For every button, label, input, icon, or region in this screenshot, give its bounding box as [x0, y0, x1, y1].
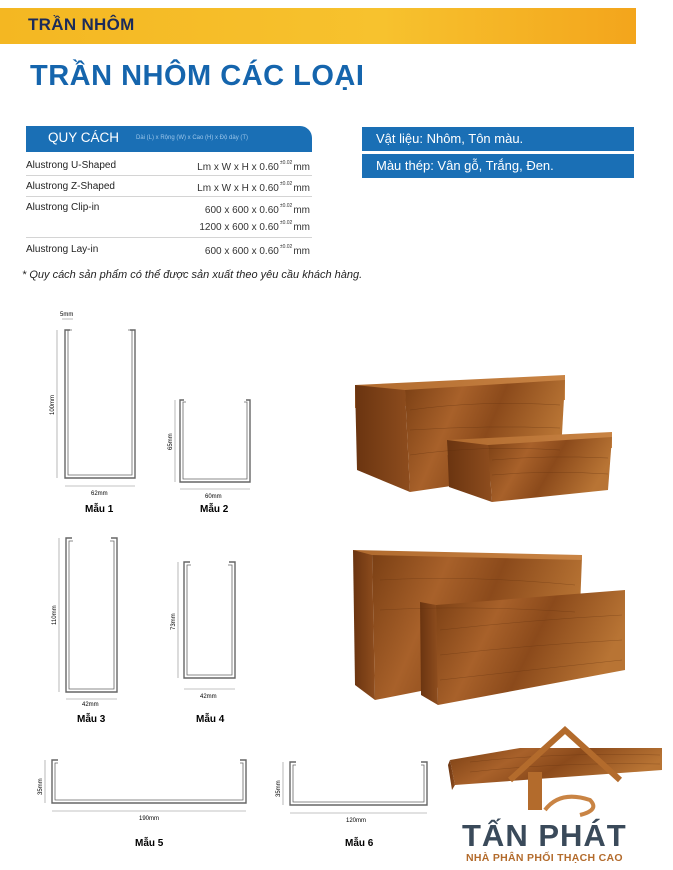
- steel-color-text: Màu thép: Vân gỗ, Trắng, Đen.: [376, 158, 554, 173]
- product-name: Alustrong Lay-in: [26, 244, 99, 255]
- product-dimension: Lm x W x H x $0.60^{\pm 0.02}mm$: [197, 160, 310, 173]
- sample-caption: Mẫu 2: [200, 504, 229, 515]
- spec-heading-sub: Dài (L) x Rộng (W) x Cao (H) x Độ dày (T): [136, 135, 249, 141]
- material-text: Vật liệu: Nhôm, Tôn màu.: [376, 131, 524, 146]
- dimension-label: 73mm: [171, 613, 177, 630]
- dimension-label: 35mm: [276, 780, 282, 797]
- dimension-label: 35mm: [38, 778, 44, 795]
- product-name: Alustrong Z-Shaped: [26, 181, 115, 192]
- spec-note: * Quy cách sản phẩm có thể được sản xuất theo yêu cầu khách hàng.: [22, 269, 363, 281]
- product-image-flat-panel: [448, 748, 662, 790]
- dimension-label: 190mm: [139, 816, 160, 822]
- sample-caption: Mẫu 1: [85, 504, 114, 515]
- dimension-label: 110mm: [52, 605, 58, 625]
- product-dimension: 600 x 600 x $0.60^{\pm 0.02}mm$: [204, 244, 310, 257]
- section-label: TRẦN NHÔM: [28, 15, 135, 34]
- spec-heading: QUY CÁCH: [48, 130, 120, 145]
- product-name: Alustrong Clip-in: [26, 202, 100, 213]
- product-name: Alustrong U-Shaped: [26, 160, 117, 171]
- sample-caption: Mẫu 4: [196, 714, 225, 725]
- dimension-label: 65mm: [168, 433, 174, 450]
- sample-caption: Mẫu 3: [77, 714, 106, 725]
- logo-tagline: NHÀ PHÂN PHỐI THẠCH CAO: [466, 852, 623, 864]
- sample-caption: Mẫu 6: [345, 838, 374, 849]
- dimension-label: 100mm: [50, 394, 56, 415]
- product-dimension: 600 x 600 x $0.60^{\pm 0.02}mm$: [204, 203, 310, 216]
- dimension-label: 120mm: [346, 818, 367, 824]
- product-dimension: 1200 x 600 x $0.60^{\pm 0.02}mm$: [199, 220, 310, 233]
- dimension-label: 62mm: [91, 491, 108, 497]
- sample-caption: Mẫu 5: [135, 838, 164, 849]
- page-title: TRẦN NHÔM CÁC LOẠI: [30, 60, 365, 92]
- dimension-label: 42mm: [82, 702, 99, 708]
- product-image-u-shaped: [355, 375, 612, 502]
- product-dimension: Lm x W x H x $0.60^{\pm 0.02}mm$: [197, 181, 310, 194]
- logo-name: TẤN PHÁT: [462, 818, 627, 853]
- dimension-label: 42mm: [200, 694, 217, 700]
- dimension-label: 60mm: [205, 494, 222, 500]
- dimension-label: 5mm: [60, 312, 74, 318]
- product-image-tall-beams: [353, 550, 625, 705]
